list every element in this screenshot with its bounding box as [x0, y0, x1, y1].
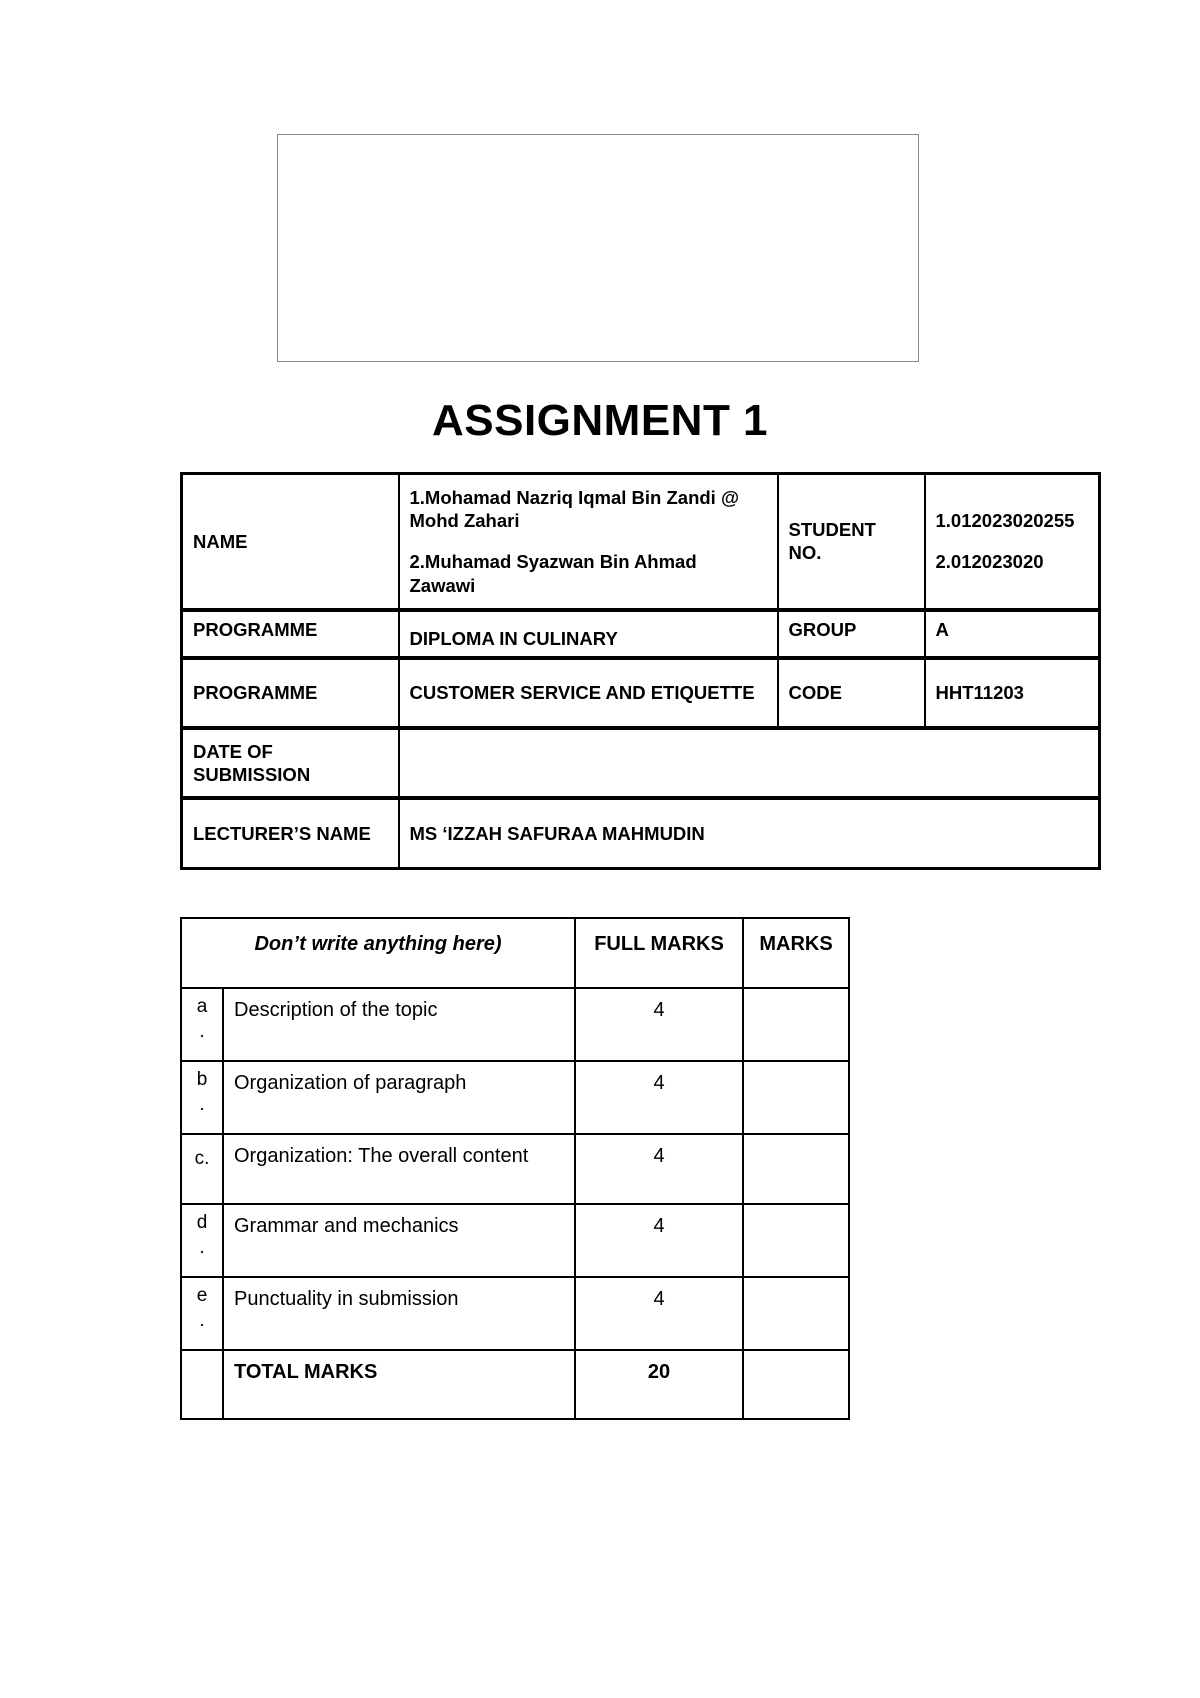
- header-note: Don’t write anything here): [181, 918, 575, 988]
- mark-entry[interactable]: [743, 1277, 849, 1350]
- info-row-name: [182, 474, 1100, 610]
- info-row-lecturer: [182, 798, 1100, 868]
- page-title: ASSIGNMENT 1: [431, 396, 769, 445]
- table-row: [181, 1061, 849, 1134]
- student-name-1: 1.Mohamad Nazriq Iqmal Bin Zandi @ Mohd Zahari: [409, 487, 739, 532]
- student-no-label: STUDENT NO.: [778, 474, 925, 610]
- full-mark: 4: [575, 988, 743, 1061]
- row-letter: c.: [181, 1134, 223, 1204]
- total-letter-cell: [181, 1350, 223, 1419]
- full-mark: 4: [575, 1061, 743, 1134]
- group-value: A: [925, 610, 1100, 658]
- info-row-programme: [182, 610, 1100, 658]
- full-marks-header: FULL MARKS: [575, 918, 743, 988]
- code-value: HHT11203: [925, 658, 1100, 728]
- course-value: CUSTOMER SERVICE AND ETIQUETTE: [399, 658, 778, 728]
- row-letter: d .: [181, 1204, 223, 1277]
- info-row-date: [182, 728, 1100, 798]
- row-letter: b .: [181, 1061, 223, 1134]
- criterion: Organization: The overall content: [223, 1134, 575, 1204]
- criterion: Organization of paragraph: [223, 1061, 575, 1134]
- mark-entry[interactable]: [743, 1061, 849, 1134]
- student-no-value: [925, 474, 1100, 610]
- mark-entry[interactable]: [743, 988, 849, 1061]
- date-label: DATE OF SUBMISSION: [182, 728, 399, 798]
- total-row: [181, 1350, 849, 1419]
- lecturer-value: MS ‘IZZAH SAFURAA MAHMUDIN: [399, 798, 1100, 868]
- full-mark: 4: [575, 1134, 743, 1204]
- total-mark-entry[interactable]: [743, 1350, 849, 1419]
- student-info-table: [180, 472, 1101, 870]
- mark-entry[interactable]: [743, 1204, 849, 1277]
- programme-value: DIPLOMA IN CULINARY: [399, 610, 778, 658]
- row-letter: a .: [181, 988, 223, 1061]
- criterion: Description of the topic: [223, 988, 575, 1061]
- name-label: NAME: [182, 474, 399, 610]
- student-no-2: 2.012023020: [935, 551, 1044, 573]
- total-label: TOTAL MARKS: [223, 1350, 575, 1419]
- table-row: [181, 1134, 849, 1204]
- marks-table: [180, 917, 850, 1420]
- total-full-marks: 20: [575, 1350, 743, 1419]
- table-row: [181, 1277, 849, 1350]
- name-value: [399, 474, 778, 610]
- table-row: [181, 1204, 849, 1277]
- criterion: Punctuality in submission: [223, 1277, 575, 1350]
- info-row-course: [182, 658, 1100, 728]
- marks-header-row: [181, 918, 849, 988]
- full-mark: 4: [575, 1277, 743, 1350]
- course-label: PROGRAMME: [182, 658, 399, 728]
- table-row: [181, 988, 849, 1061]
- date-value: [399, 728, 1100, 798]
- mark-entry[interactable]: [743, 1134, 849, 1204]
- full-mark: 4: [575, 1204, 743, 1277]
- student-name-2: 2.Muhamad Syazwan Bin Ahmad Zawawi: [409, 551, 697, 596]
- lecturer-label: LECTURER’S NAME: [182, 798, 399, 868]
- marks-header: MARKS: [743, 918, 849, 988]
- row-letter: e .: [181, 1277, 223, 1350]
- code-label: CODE: [778, 658, 925, 728]
- logo-placeholder-box: [277, 134, 919, 362]
- programme-label: PROGRAMME: [182, 610, 399, 658]
- criterion: Grammar and mechanics: [223, 1204, 575, 1277]
- group-label: GROUP: [778, 610, 925, 658]
- student-no-1: 1.012023020255: [935, 510, 1075, 532]
